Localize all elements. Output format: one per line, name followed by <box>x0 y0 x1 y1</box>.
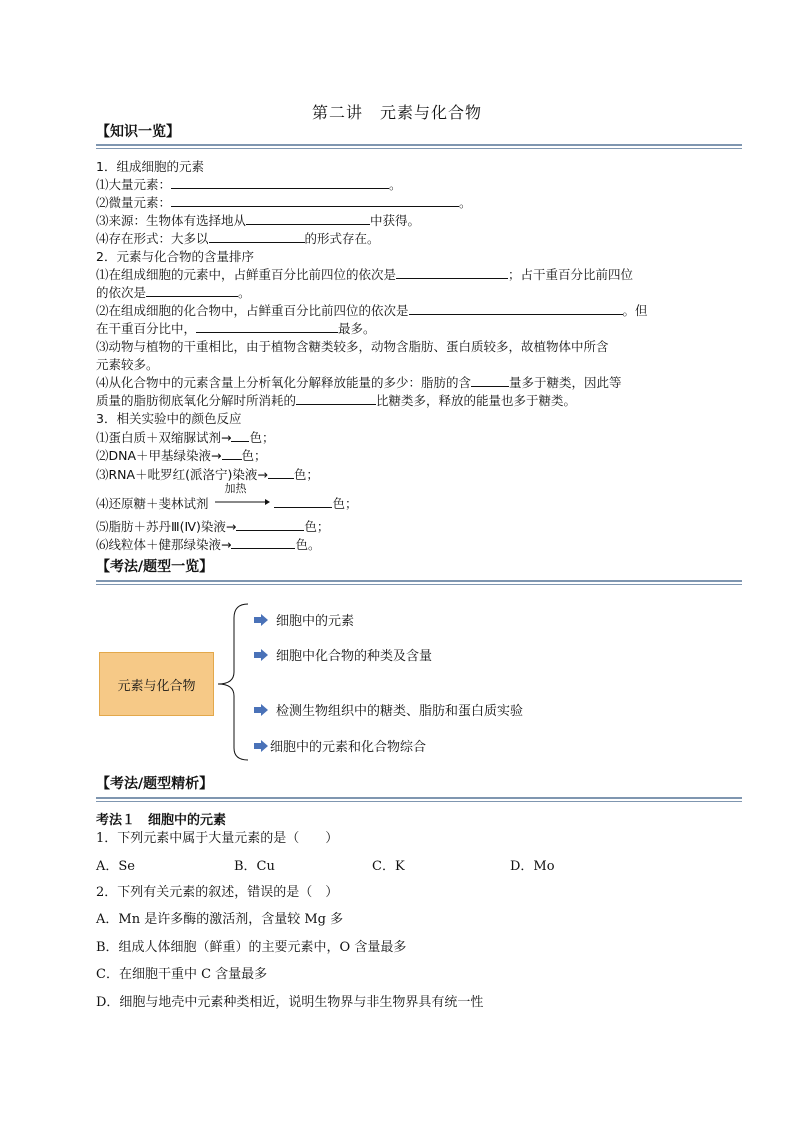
answer-blank[interactable] <box>222 447 242 460</box>
answer-blank[interactable] <box>274 495 332 508</box>
mindmap-root <box>99 652 214 716</box>
knowledge-heading-3: 3．相关实验中的颜色反应 <box>96 411 242 426</box>
answer-blank[interactable] <box>268 466 294 479</box>
knowledge-line: ⑷从化合物中的元素含量上分析氧化分解释放能量的多少：脂肪的含 量多于糖类，因此等 <box>96 375 622 390</box>
answer-blank[interactable] <box>209 230 305 243</box>
option-d[interactable]: D．Mo <box>510 859 555 874</box>
knowledge-line: 质量的脂肪彻底氧化分解时所消耗的 比糖类多，释放的能量也多于糖类。 <box>96 393 577 408</box>
answer-blank[interactable] <box>396 266 508 279</box>
mindmap-branch: 细胞中的元素和化合物综合 <box>254 736 426 755</box>
color-reaction-line: ⑷还原糖＋斐林试剂 加热 色； <box>96 482 358 511</box>
arrow-right-icon <box>254 704 268 716</box>
knowledge-line: 在干重百分比中， 最多。 <box>96 321 376 336</box>
page-title: 第二讲 元素与化合物 <box>311 103 482 122</box>
color-reaction-line: ⑹线粒体＋健那绿染液→ 色。 <box>96 537 321 552</box>
mindmap-branch: 检测生物组织中的糖类、脂肪和蛋白质实验 <box>254 700 523 719</box>
answer-blank[interactable] <box>146 284 238 297</box>
answer-blank[interactable] <box>231 536 295 549</box>
answer-blank[interactable] <box>236 518 304 531</box>
divider <box>96 584 742 585</box>
mindmap-branch: 细胞中化合物的种类及含量 <box>254 645 432 664</box>
arrow-right-icon <box>213 494 271 508</box>
answer-blank[interactable] <box>171 194 459 207</box>
knowledge-line: ⑵微量元素： 。 <box>96 195 472 210</box>
option-b[interactable]: B．组成人体细胞（鲜重）的主要元素中，O 含量最多 <box>96 940 407 955</box>
answer-blank[interactable] <box>246 212 370 225</box>
mindmap-brace <box>214 598 254 764</box>
color-reaction-line: ⑸脂肪＋苏丹Ⅲ(Ⅳ)染液→ 色； <box>96 519 330 534</box>
mindmap-branch: 细胞中的元素 <box>254 610 354 629</box>
heat-arrow <box>213 482 271 508</box>
section-heading-types: 【考法/题型一览】 <box>96 559 214 575</box>
color-reaction-line: ⑵DNA＋甲基绿染液→ 色； <box>96 448 267 463</box>
color-reaction-line: ⑴蛋白质＋双缩脲试剂→ 色； <box>96 430 275 445</box>
answer-blank[interactable] <box>171 176 389 189</box>
question-1: 1．下列元素中属于大量元素的是（ ） <box>96 831 339 846</box>
option-b[interactable]: B．Cu <box>234 859 275 874</box>
divider <box>96 148 742 149</box>
option-c[interactable]: C．在细胞干重中 C 含量最多 <box>96 967 268 982</box>
divider <box>96 801 742 802</box>
option-a[interactable]: A．Se <box>96 859 135 874</box>
divider <box>96 580 742 582</box>
knowledge-heading-2: 2．元素与化合物的含量排序 <box>96 249 254 264</box>
option-d[interactable]: D．细胞与地壳中元素种类相近，说明生物界与非生物界具有统一性 <box>96 995 484 1010</box>
answer-blank[interactable] <box>231 429 249 442</box>
knowledge-line: ⑵在组成细胞的化合物中，占鲜重百分比前四位的依次是 。但 <box>96 303 648 318</box>
section-heading-analysis: 【考法/题型精析】 <box>96 776 214 792</box>
practice-heading: 考法１ 细胞中的元素 <box>96 813 227 828</box>
knowledge-line: ⑴大量元素： 。 <box>96 177 402 192</box>
answer-blank[interactable] <box>196 320 338 333</box>
knowledge-line: 元素较多。 <box>96 357 159 372</box>
knowledge-line: ⑴在组成细胞的元素中，占鲜重百分比前四位的依次是 ；占干重百分比前四位 <box>96 267 634 282</box>
divider <box>96 144 742 146</box>
answer-blank[interactable] <box>409 302 623 315</box>
arrow-right-icon <box>254 740 268 752</box>
mindmap-root-label: 元素与化合物 <box>117 678 196 694</box>
arrow-right-icon <box>254 649 268 661</box>
heat-label: 加热 <box>224 482 247 495</box>
option-c[interactable]: C．K <box>372 859 405 874</box>
knowledge-line: ⑷存在形式：大多以 的形式存在。 <box>96 231 380 246</box>
divider <box>96 797 742 799</box>
answer-blank[interactable] <box>296 392 376 405</box>
answer-blank[interactable] <box>471 374 509 387</box>
knowledge-line: ⑶来源：生物体有选择地从 中获得。 <box>96 213 421 228</box>
question-2: 2．下列有关元素的叙述，错误的是（ ） <box>96 885 339 900</box>
color-reaction-line: ⑶RNA＋吡罗红(派洛宁)染液→ 色； <box>96 467 319 482</box>
option-a[interactable]: A．Mn 是许多酶的激活剂，含量较 Mg 多 <box>96 912 344 927</box>
knowledge-heading-1: 1．组成细胞的元素 <box>96 159 204 174</box>
arrow-right-icon <box>254 614 268 626</box>
section-heading-overview: 【知识一览】 <box>96 124 180 140</box>
knowledge-line: ⑶动物与植物的干重相比，由于植物含糖类较多，动物含脂肪、蛋白质较多，故植物体中所含 <box>96 339 609 354</box>
knowledge-line: 的依次是 。 <box>96 285 251 300</box>
